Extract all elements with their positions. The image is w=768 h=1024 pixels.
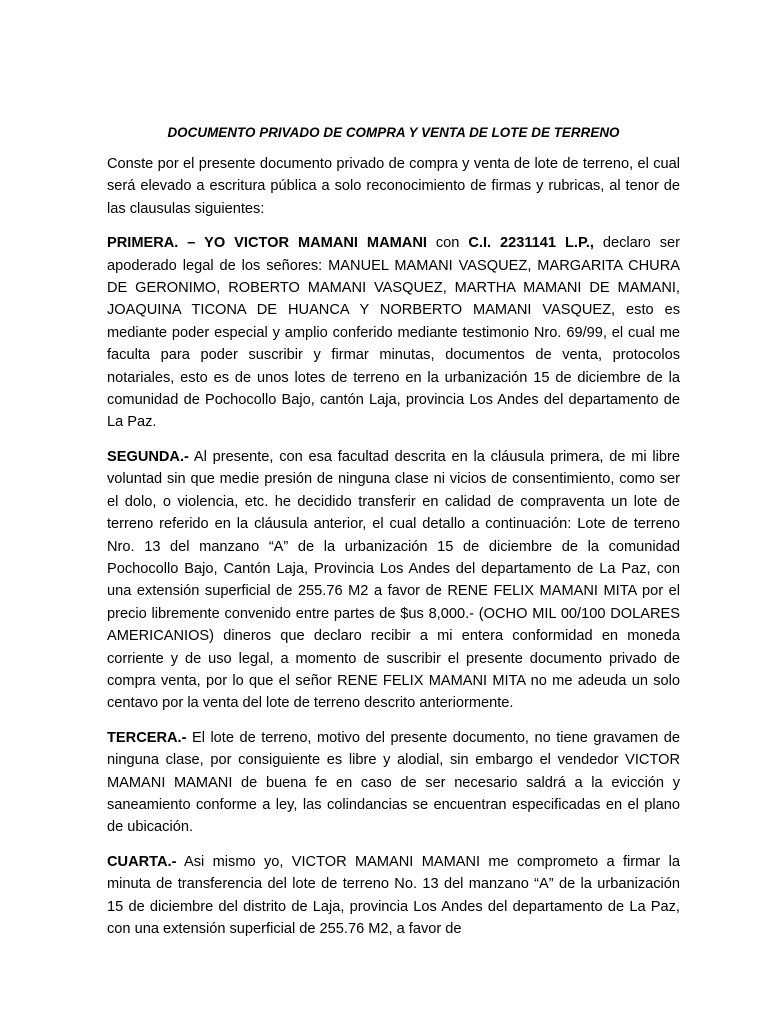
clause-tercera bbox=[107, 727, 680, 839]
document-title: DOCUMENTO PRIVADO DE COMPRA Y VENTA DE LOTE DE TERRENO bbox=[167, 125, 620, 140]
clause-cuarta-text: Asi mismo yo, VICTOR MAMANI MAMANI me comprometo a firmar la minuta de transferencia del lote de terreno No. 13 del manzano “A” de la urbanización 15 de diciembre del distrito de Laja, provincia Los Andes del departamento de La Paz, con una extensión superficial de 255.76 M2, a favor de bbox=[107, 853, 680, 937]
clause-primera-text: declaro ser apoderado legal de los señores: MANUEL MAMANI VASQUEZ, MARGARITA CHURA DE GERONIMO, ROBERTO MAMANI VASQUEZ, MARTHA MAMANI DE MAMANI, JOAQUINA TICONA DE HUANCA Y NORBERTO MAMANI VASQUEZ, esto es mediante poder especial y amplio conferido mediante testimonio Nro. 69/99, el cual me faculta para poder suscribir y firmar minutas, documentos de venta, protocolos notariales, esto es de unos lotes de terreno en la urbanización 15 de diciembre de la comunidad de Pochocollo Bajo, cantón Laja, provincia Los Andes del departamento de La Paz. bbox=[107, 235, 680, 431]
intro-paragraph: Conste por el presente documento privado de compra y venta de lote de terreno, el cual será elevado a escritura pública a solo reconocimiento de firmas y rubricas, al tenor de las clausulas siguientes: bbox=[107, 156, 680, 217]
clause-tercera-text: El lote de terreno, motivo del presente documento, no tiene gravamen de ninguna clase, por consiguiente es libre y alodial, sin embargo el vendedor VICTOR MAMANI MAMANI de buena fe en caso de ser necesario saldrá a la evicción y saneamiento conforme a ley, las colindancias se encuentran especificadas en el plano de ubicación. bbox=[107, 729, 680, 836]
clause-primera-connector: con bbox=[426, 235, 469, 252]
clause-cuarta-heading: CUARTA.- bbox=[107, 853, 177, 870]
clause-segunda-text: Al presente, con esa facultad descrita en la cláusula primera, de mi libre voluntad sin que medie presión de ninguna clase ni vicios de consentimiento, como ser el dolo, o violencia, etc. he decidido transferir en calidad de compraventa un lote de terreno referido en la cláusula anterior, el cual detallo a continuación: Lote de terreno Nro. 13 del manzano “A” de la urbanización 15 de diciembre de la comunidad Pochocollo Bajo, Cantón Laja, Provincia Los Andes del departamento de La Paz, con una extensión superficial de 255.76 M2 a favor de RENE FELIX MAMANI MITA por el precio libremente convenido entre partes de $us 8,000.- (OCHO MIL 00/100 DOLARES AMERICANIOS) dineros que declaro recibir a mi entera conformidad en moneda corriente y de uso legal, a momento de suscribir el presente documento privado de compra venta, por lo que el señor RENE FELIX MAMANI MITA no me adeuda un solo centavo por la venta del lote de terreno descrito anteriormente. bbox=[107, 448, 680, 712]
clause-primera bbox=[107, 232, 680, 434]
clause-cuarta bbox=[107, 851, 680, 941]
clause-primera-ci: C.I. 2231141 L.P., bbox=[468, 235, 594, 252]
clause-segunda-heading: SEGUNDA.- bbox=[107, 448, 189, 465]
clause-tercera-heading: TERCERA.- bbox=[107, 729, 187, 746]
clause-primera-heading: PRIMERA. – YO VICTOR MAMANI MAMANI bbox=[107, 235, 427, 252]
clause-segunda bbox=[107, 446, 680, 715]
